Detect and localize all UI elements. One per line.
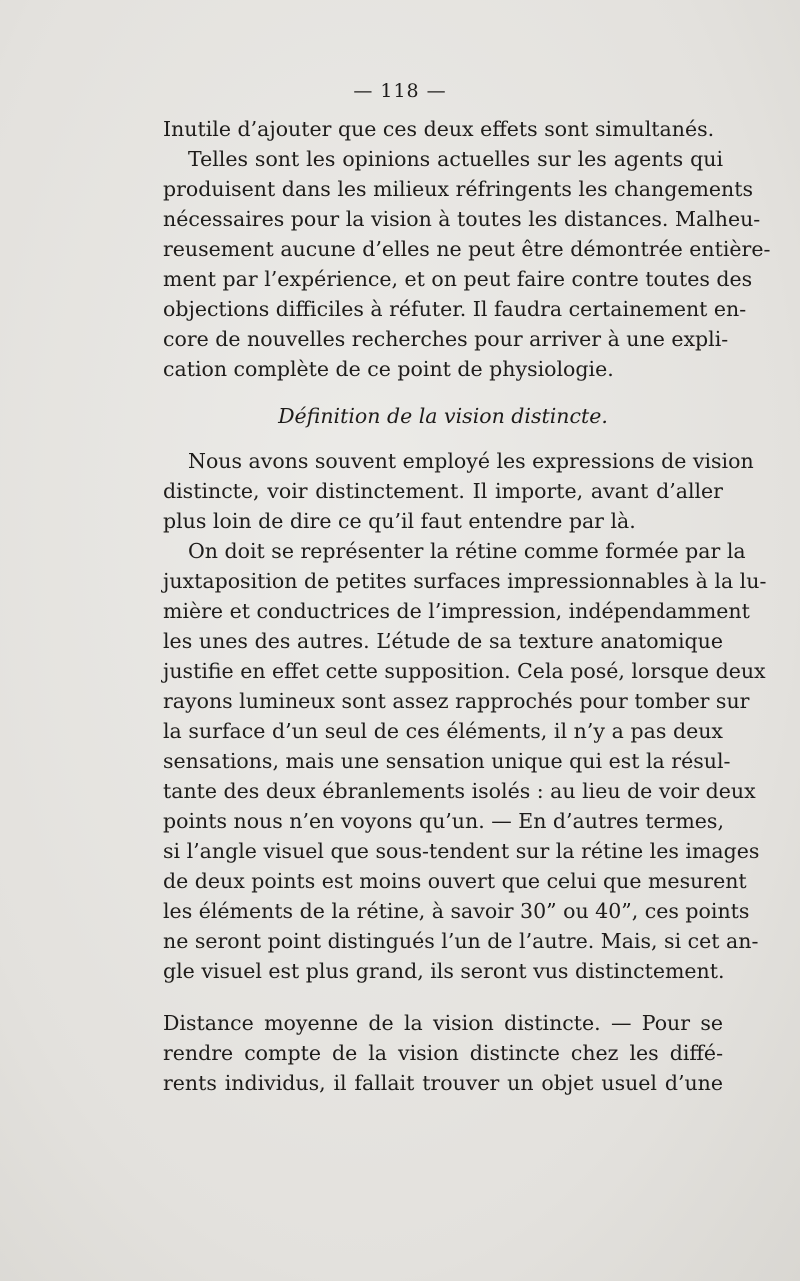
text-line: si l’angle visuel que sous-tendent sur la rétine les images xyxy=(163,839,760,863)
text-line: justifie en effet cette supposition. Cela posé, lorsque deux xyxy=(163,659,766,683)
section-heading: Définition de la vision distincte. xyxy=(278,404,608,428)
text-line: juxtaposition de petites surfaces impressionnables à la lu- xyxy=(163,569,767,593)
paragraph-gap xyxy=(163,986,723,1008)
text-line: tante des deux ébranlements isolés : au lieu de voir deux xyxy=(163,779,756,803)
text-line: mière et conductrices de l’impression, indépendamment xyxy=(163,599,750,623)
text-line: Distance moyenne de la vision distincte. — Pour se xyxy=(163,1011,723,1035)
page-number: — 118 — xyxy=(353,80,447,102)
text-line: produisent dans les milieux réfringents les changements xyxy=(163,177,754,201)
text-line: Inutile d’ajouter que ces deux effets sont simultanés. xyxy=(163,117,715,141)
text-line: rendre compte de la vision distincte chez les diffé- xyxy=(163,1041,723,1065)
text-line: ne seront point distingués l’un de l’autre. Mais, si cet an- xyxy=(163,929,759,953)
body-text xyxy=(163,114,771,1098)
text-line: plus loin de dire ce qu’il faut entendre par là. xyxy=(163,509,636,533)
text-line: nécessaires pour la vision à toutes les distances. Malheu- xyxy=(163,207,761,231)
text-line: rents individus, il fallait trouver un objet usuel d’une xyxy=(163,1071,723,1095)
text-line: core de nouvelles recherches pour arriver à une expli- xyxy=(163,327,729,351)
text-line: reusement aucune d’elles ne peut être démontrée entière- xyxy=(163,237,771,261)
text-line: Nous avons souvent employé les expressions de vision xyxy=(188,449,754,473)
text-line: la surface d’un seul de ces éléments, il n’y a pas deux xyxy=(163,719,723,743)
text-line: de deux points est moins ouvert que celui que mesurent xyxy=(163,869,747,893)
text-line: les éléments de la rétine, à savoir 30” ou 40”, ces points xyxy=(163,899,750,923)
text-line: cation complète de ce point de physiologie. xyxy=(163,357,614,381)
text-line: objections difficiles à réfuter. Il faudra certainement en- xyxy=(163,297,747,321)
text-line: les unes des autres. L’étude de sa texture anatomique xyxy=(163,629,723,653)
text-line: rayons lumineux sont assez rapprochés pour tomber sur xyxy=(163,689,750,713)
text-line: sensations, mais une sensation unique qui est la résul- xyxy=(163,749,731,773)
text-line: On doit se représenter la rétine comme formée par la xyxy=(188,539,746,563)
text-line: distincte, voir distinctement. Il importe, avant d’aller xyxy=(163,479,723,503)
text-line: ment par l’expérience, et on peut faire contre toutes des xyxy=(163,267,753,291)
text-line: points nous n’en voyons qu’un. — En d’autres termes, xyxy=(163,809,724,833)
text-line: gle visuel est plus grand, ils seront vus distinctement. xyxy=(163,959,725,983)
text-line: Telles sont les opinions actuelles sur les agents qui xyxy=(188,147,723,171)
